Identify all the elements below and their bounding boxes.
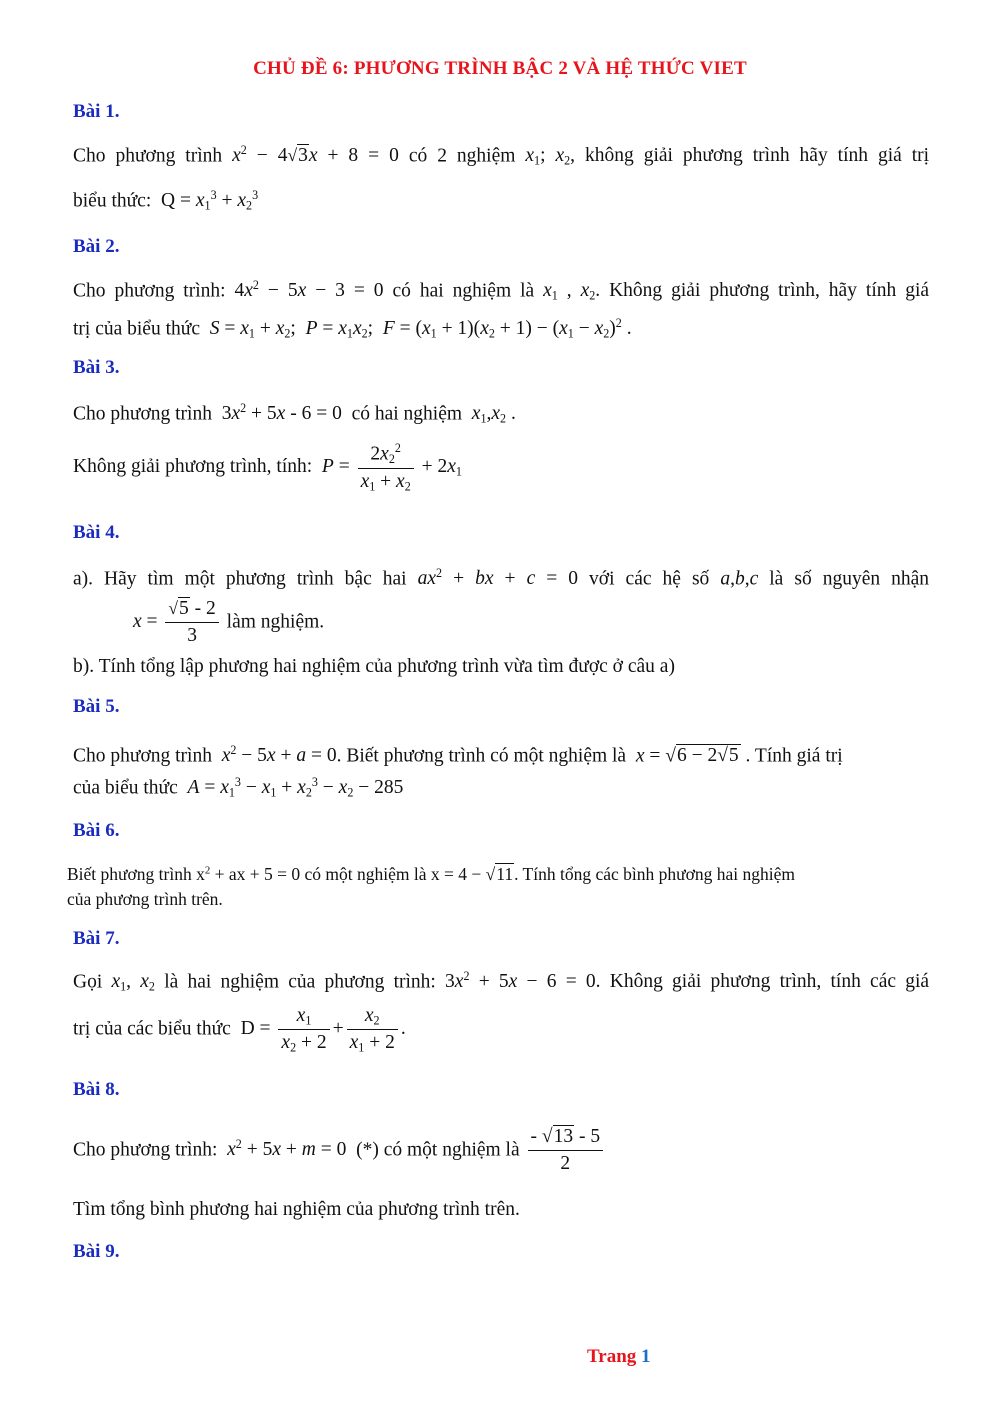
- problem-1-line-2: biểu thức: $Q = x_1^3 + x_2^3$: [73, 188, 259, 213]
- problem-5-heading: Bài 5.: [73, 696, 120, 717]
- problem-8-heading: Bài 8.: [73, 1079, 120, 1100]
- problem-6-line-2: của phương trình trên.: [67, 889, 223, 909]
- problem-8-line-2: Tìm tổng bình phương hai nghiệm của phương trình trên.: [73, 1199, 520, 1220]
- footer-page-number: 1: [641, 1346, 651, 1367]
- problem-4-heading: Bài 4.: [73, 522, 120, 543]
- problem-4-line-1: a). Hãy tìm một phương trình bậc hai $ax^2$ + bx + c = 0 với các hệ số a,b,c là số nguyên nhận: [73, 566, 930, 590]
- problem-1-line-1: Cho phương trình $x^2 - 4√3x + 8 = 0$ có 2 nghiệm $x_1$; $x_2$, không giải phương trình hãy tính giá trị: [73, 143, 930, 168]
- problem-1-heading: Bài 1.: [73, 101, 120, 122]
- problem-6-line-1: Biết phương trình $x^2$ + ax + 5 = 0 có một nghiệm là x = 4 − √11. Tính tổng các bình phương hai nghiệm: [67, 864, 795, 884]
- problem-2-line-1: Cho phương trình: $4x^2 - 5x - 3 = 0$ có hai nghiệm là $x_1$ , $x_2$. Không giải phương trình, hãy tính giá: [73, 278, 930, 303]
- page-title: CHỦ ĐỀ 6: PHƯƠNG TRÌNH BẬC 2 VÀ HỆ THỨC VIET: [253, 58, 747, 79]
- footer-word: Trang: [587, 1346, 637, 1367]
- problem-2-heading: Bài 2.: [73, 236, 120, 257]
- problem-7-line-2: trị của các biểu thức D = $\frac{x_1}{x_2 + 2}$ + $\frac{x_2}{x_1 + 2}$ .: [73, 1005, 406, 1055]
- problem-5-line-2: của biểu thức $A = x_1^3 - x_1 + x_2^3 - x_2 - 285$: [73, 775, 404, 800]
- problem-3-line-1: Cho phương trình $3x^2 + 5x - 6 = 0$ có hai nghiệm $x_1,x_2$ .: [73, 401, 516, 426]
- problem-5-line-1: Cho phương trình $x^2 - 5x + a = 0$. Biết phương trình có một nghiệm là x = √6 − 2√5 . Tính giá trị: [73, 743, 843, 767]
- problem-7-heading: Bài 7.: [73, 928, 120, 949]
- problem-3-heading: Bài 3.: [73, 357, 120, 378]
- problem-2-line-2: trị của biểu thức $S = x_1 + x_2$; $P = x_1x_2$; $F = (x_1 + 1)(x_2 + 1) - (x_1 - x_2)^2$ .: [73, 316, 632, 341]
- page-footer: [587, 1346, 651, 1368]
- problem-4-line-2: x = $\frac{√5 - 2}{3}$ làm nghiệm.: [133, 598, 325, 647]
- problem-6-heading: Bài 6.: [73, 820, 120, 841]
- problem-4-line-3: b). Tính tổng lập phương hai nghiệm của phương trình vừa tìm được ở câu a): [73, 656, 675, 677]
- problem-9-heading: Bài 9.: [73, 1241, 120, 1262]
- problem-8-line-1: Cho phương trình: $x^2 + 5x + m = 0$ (*) có một nghiệm là $\frac{- √13 - 5}{2}$: [73, 1124, 606, 1178]
- problem-7-line-1: Gọi $x_1$, $x_2$ là hai nghiệm của phương trình: $3x^2 + 5x - 6 = 0$. Không giải phương trình, tính các giá: [73, 969, 930, 994]
- problem-3-line-2: Không giải phương trình, tính: P = $\frac{2x_2^2}{x_1 + x_2}$ + $2x_1$: [73, 441, 462, 494]
